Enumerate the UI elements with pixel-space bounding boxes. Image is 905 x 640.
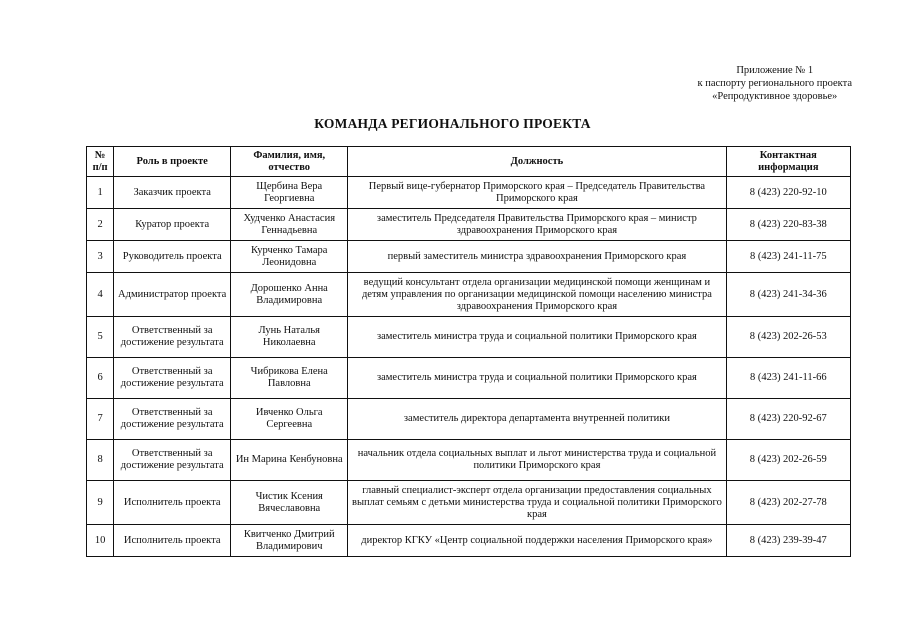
cell-position: ведущий консультант отдела организации медицинской помощи женщинам и детям управления по организации медицинской помощи населению министра здравоохранения Приморского края	[348, 273, 726, 317]
cell-role: Ответственный за достижение результата	[114, 440, 231, 481]
cell-contact: 8 (423) 220-92-67	[726, 399, 850, 440]
header-num: № п/п	[87, 147, 114, 177]
cell-contact: 8 (423) 241-34-36	[726, 273, 850, 317]
cell-contact: 8 (423) 220-92-10	[726, 177, 850, 209]
cell-num: 8	[87, 440, 114, 481]
cell-role: Ответственный за достижение результата	[114, 399, 231, 440]
document-title: КОМАНДА РЕГИОНАЛЬНОГО ПРОЕКТА	[314, 116, 591, 131]
cell-num: 10	[87, 525, 114, 557]
cell-position: Первый вице-губернатор Приморского края – Председатель Правительства Приморского края	[348, 177, 726, 209]
table-row	[87, 273, 851, 317]
cell-contact: 8 (423) 202-26-59	[726, 440, 850, 481]
cell-name: Дорошенко Анна Владимировна	[231, 273, 348, 317]
cell-num: 5	[87, 317, 114, 358]
cell-contact: 8 (423) 239-39-47	[726, 525, 850, 557]
table-row	[87, 481, 851, 525]
cell-name: Ивченко Ольга Сергеевна	[231, 399, 348, 440]
cell-name: Худченко Анастасия Геннадьевна	[231, 209, 348, 241]
cell-num: 2	[87, 209, 114, 241]
cell-role: Куратор проекта	[114, 209, 231, 241]
cell-name: Лунь Наталья Николаевна	[231, 317, 348, 358]
cell-position: заместитель министра труда и социальной политики Приморского края	[348, 358, 726, 399]
cell-contact: 8 (423) 202-27-78	[726, 481, 850, 525]
cell-position: заместитель директора департамента внутренней политики	[348, 399, 726, 440]
cell-contact: 8 (423) 241-11-66	[726, 358, 850, 399]
table-header-row	[87, 147, 851, 177]
header-position: Должность	[348, 147, 726, 177]
appendix-note	[698, 64, 853, 103]
appendix-line-3: «Репродуктивное здоровье»	[712, 91, 838, 102]
table-row	[87, 358, 851, 399]
cell-position: начальник отдела социальных выплат и льгот министерства труда и социальной политики Приморского края	[348, 440, 726, 481]
table-row	[87, 209, 851, 241]
header-name: Фамилия, имя, отчество	[231, 147, 348, 177]
cell-name: Щербина Вера Георгиевна	[231, 177, 348, 209]
table-row	[87, 317, 851, 358]
cell-position: первый заместитель министра здравоохранения Приморского края	[348, 241, 726, 273]
cell-num: 1	[87, 177, 114, 209]
cell-role: Руководитель проекта	[114, 241, 231, 273]
appendix-line-1: Приложение № 1	[736, 65, 814, 76]
cell-contact: 8 (423) 220-83-38	[726, 209, 850, 241]
cell-role: Исполнитель проекта	[114, 525, 231, 557]
table-row	[87, 177, 851, 209]
cell-contact: 8 (423) 202-26-53	[726, 317, 850, 358]
cell-role: Заказчик проекта	[114, 177, 231, 209]
table-row	[87, 440, 851, 481]
cell-role: Исполнитель проекта	[114, 481, 231, 525]
cell-position: заместитель министра труда и социальной политики Приморского края	[348, 317, 726, 358]
cell-num: 9	[87, 481, 114, 525]
cell-name: Курченко Тамара Леонидовна	[231, 241, 348, 273]
header-contact: Контактная информация	[726, 147, 850, 177]
table-row	[87, 399, 851, 440]
cell-position: главный специалист-эксперт отдела организации предоставления социальных выплат семьям с детьми министерства труда и социальной политики Приморского края	[348, 481, 726, 525]
cell-name: Чистик Ксения Вячеславовна	[231, 481, 348, 525]
cell-role: Администратор проекта	[114, 273, 231, 317]
cell-role: Ответственный за достижение результата	[114, 358, 231, 399]
appendix-line-2: к паспорту регионального проекта	[697, 78, 852, 89]
cell-num: 4	[87, 273, 114, 317]
cell-num: 3	[87, 241, 114, 273]
cell-num: 6	[87, 358, 114, 399]
table-row	[87, 525, 851, 557]
table-row	[87, 241, 851, 273]
cell-contact: 8 (423) 241-11-75	[726, 241, 850, 273]
cell-num: 7	[87, 399, 114, 440]
cell-name: Чибрикова Елена Павловна	[231, 358, 348, 399]
header-role: Роль в проекте	[114, 147, 231, 177]
project-team-table	[86, 146, 851, 557]
cell-position: директор КГКУ «Центр социальной поддержки населения Приморского края»	[348, 525, 726, 557]
cell-role: Ответственный за достижение результата	[114, 317, 231, 358]
cell-position: заместитель Председателя Правительства Приморского края – министр здравоохранения Приморского края	[348, 209, 726, 241]
cell-name: Квитченко Дмитрий Владимирович	[231, 525, 348, 557]
cell-name: Ин Марина Кенбуновна	[231, 440, 348, 481]
